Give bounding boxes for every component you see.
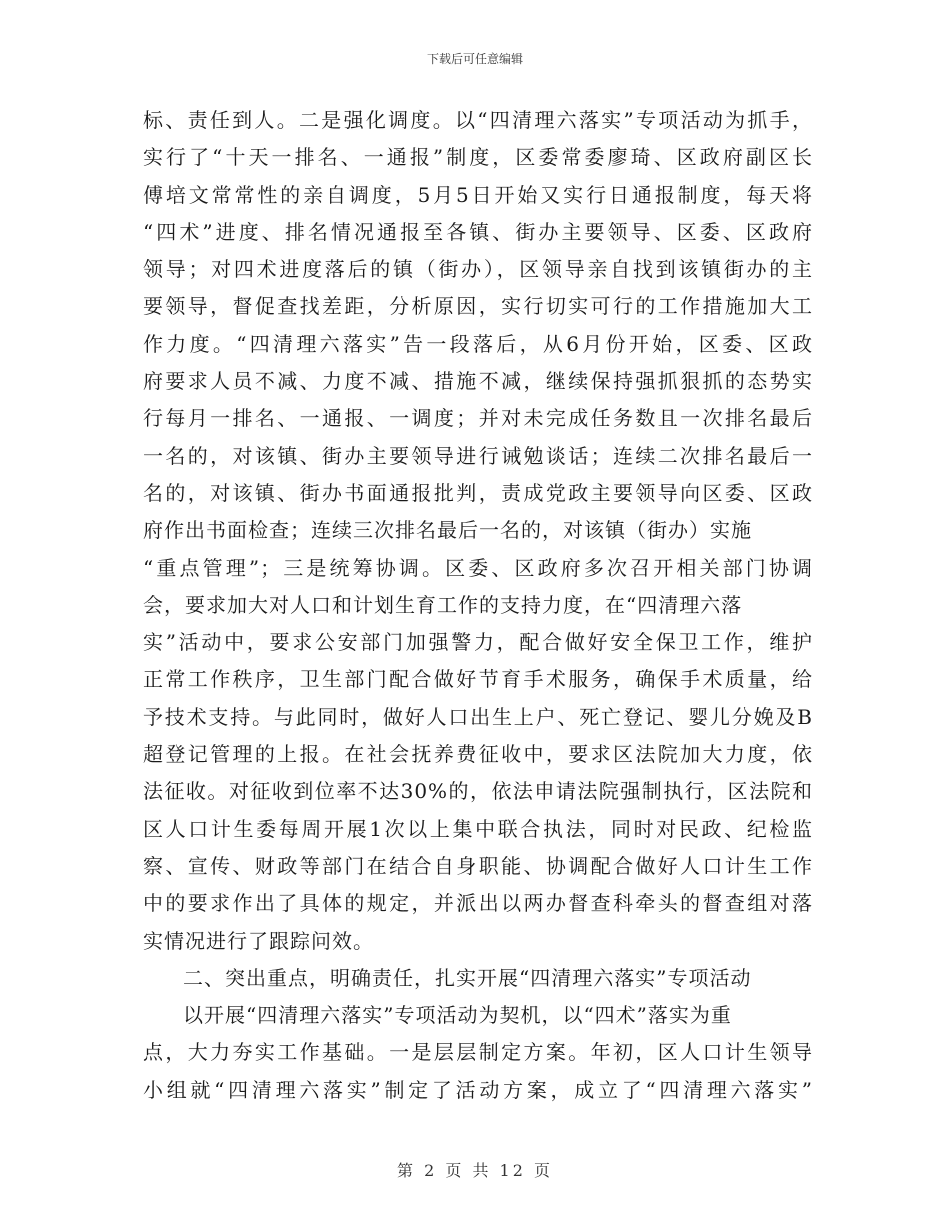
text-line: 名的，对该镇、街办书面通报批判，责成党政主要领导向区委、区政 xyxy=(143,480,813,505)
page-footer: 第 2 页 共 12 页 xyxy=(397,1161,553,1180)
section-heading: 二、突出重点，明确责任，扎实开展“四清理六落实”专项活动 xyxy=(183,965,752,990)
text-line: 正常工作秩序，卫生部门配合做好节育手术服务，确保手术质量，给 xyxy=(143,667,813,692)
text-line: 区人口计生委每周开展1次以上集中联合执法，同时对民政、纪检监 xyxy=(143,816,813,841)
text-line: 作力度。“四清理六落实”告一段落后，从6月份开始，区委、区政 xyxy=(143,331,813,356)
text-line: 府要求人员不减、力度不减、措施不减，继续保持强抓狠抓的态势实 xyxy=(143,369,813,394)
text-line: 实”活动中，要求公安部门加强警力，配合做好安全保卫工作，维护 xyxy=(143,630,813,655)
text-line: 超登记管理的上报。在社会抚养费征收中，要求区法院加大力度，依 xyxy=(143,742,813,767)
text-line: 实情况进行了跟踪问效。 xyxy=(143,928,374,953)
text-line: 小组就“四清理六落实”制定了活动方案，成立了“四清理六落实” xyxy=(143,1077,813,1102)
text-line: 法征收。对征收到位率不达30%的，依法申请法院强制执行，区法院和 xyxy=(143,779,813,804)
text-line: 傅培文常常性的亲自调度，5月5日开始又实行日通报制度，每天将 xyxy=(143,182,813,207)
text-line: 实行了“十天一排名、一通报”制度，区委常委廖琦、区政府副区长 xyxy=(143,145,813,170)
text-line: 领导；对四术进度落后的镇（街办），区领导亲自找到该镇街办的主 xyxy=(143,257,813,282)
text-line: 中的要求作出了具体的规定，并派出以两办督查科牵头的督查组对落 xyxy=(143,891,813,916)
text-line: 予技术支持。与此同时，做好人口出生上户、死亡登记、婴儿分娩及B xyxy=(143,704,813,729)
text-line: 以开展“四清理六落实”专项活动为契机，以“四术”落实为重 xyxy=(183,1003,732,1028)
text-line: “重点管理”；三是统筹协调。区委、区政府多次召开相关部门协调 xyxy=(143,555,813,580)
text-line: 府作出书面检查；连续三次排名最后一名的，对该镇（街办）实施 xyxy=(143,518,752,543)
text-line: “四术”进度、排名情况通报至各镇、街办主要领导、区委、区政府 xyxy=(143,219,813,244)
text-line: 标、责任到人。二是强化调度。以“四清理六落实”专项活动为抓手， xyxy=(143,108,813,132)
page-header: 下载后可任意编辑 xyxy=(426,52,523,66)
text-line: 察、宣传、财政等部门在结合自身职能、协调配合做好人口计生工作 xyxy=(143,853,813,878)
text-line: 会，要求加大对人口和计划生育工作的支持力度，在“四清理六落 xyxy=(143,592,743,617)
text-line: 点，大力夯实工作基础。一是层层制定方案。年初，区人口计生领导 xyxy=(143,1040,813,1065)
document-body xyxy=(143,102,813,1109)
text-line: 行每月一排名、一通报、一调度；并对未完成任务数且一次排名最后 xyxy=(143,406,813,431)
text-line: 要领导，督促查找差距，分析原因，实行切实可行的工作措施加大工 xyxy=(143,294,813,319)
text-line: 一名的，对该镇、街办主要领导进行诫勉谈话；连续二次排名最后一 xyxy=(143,443,813,468)
